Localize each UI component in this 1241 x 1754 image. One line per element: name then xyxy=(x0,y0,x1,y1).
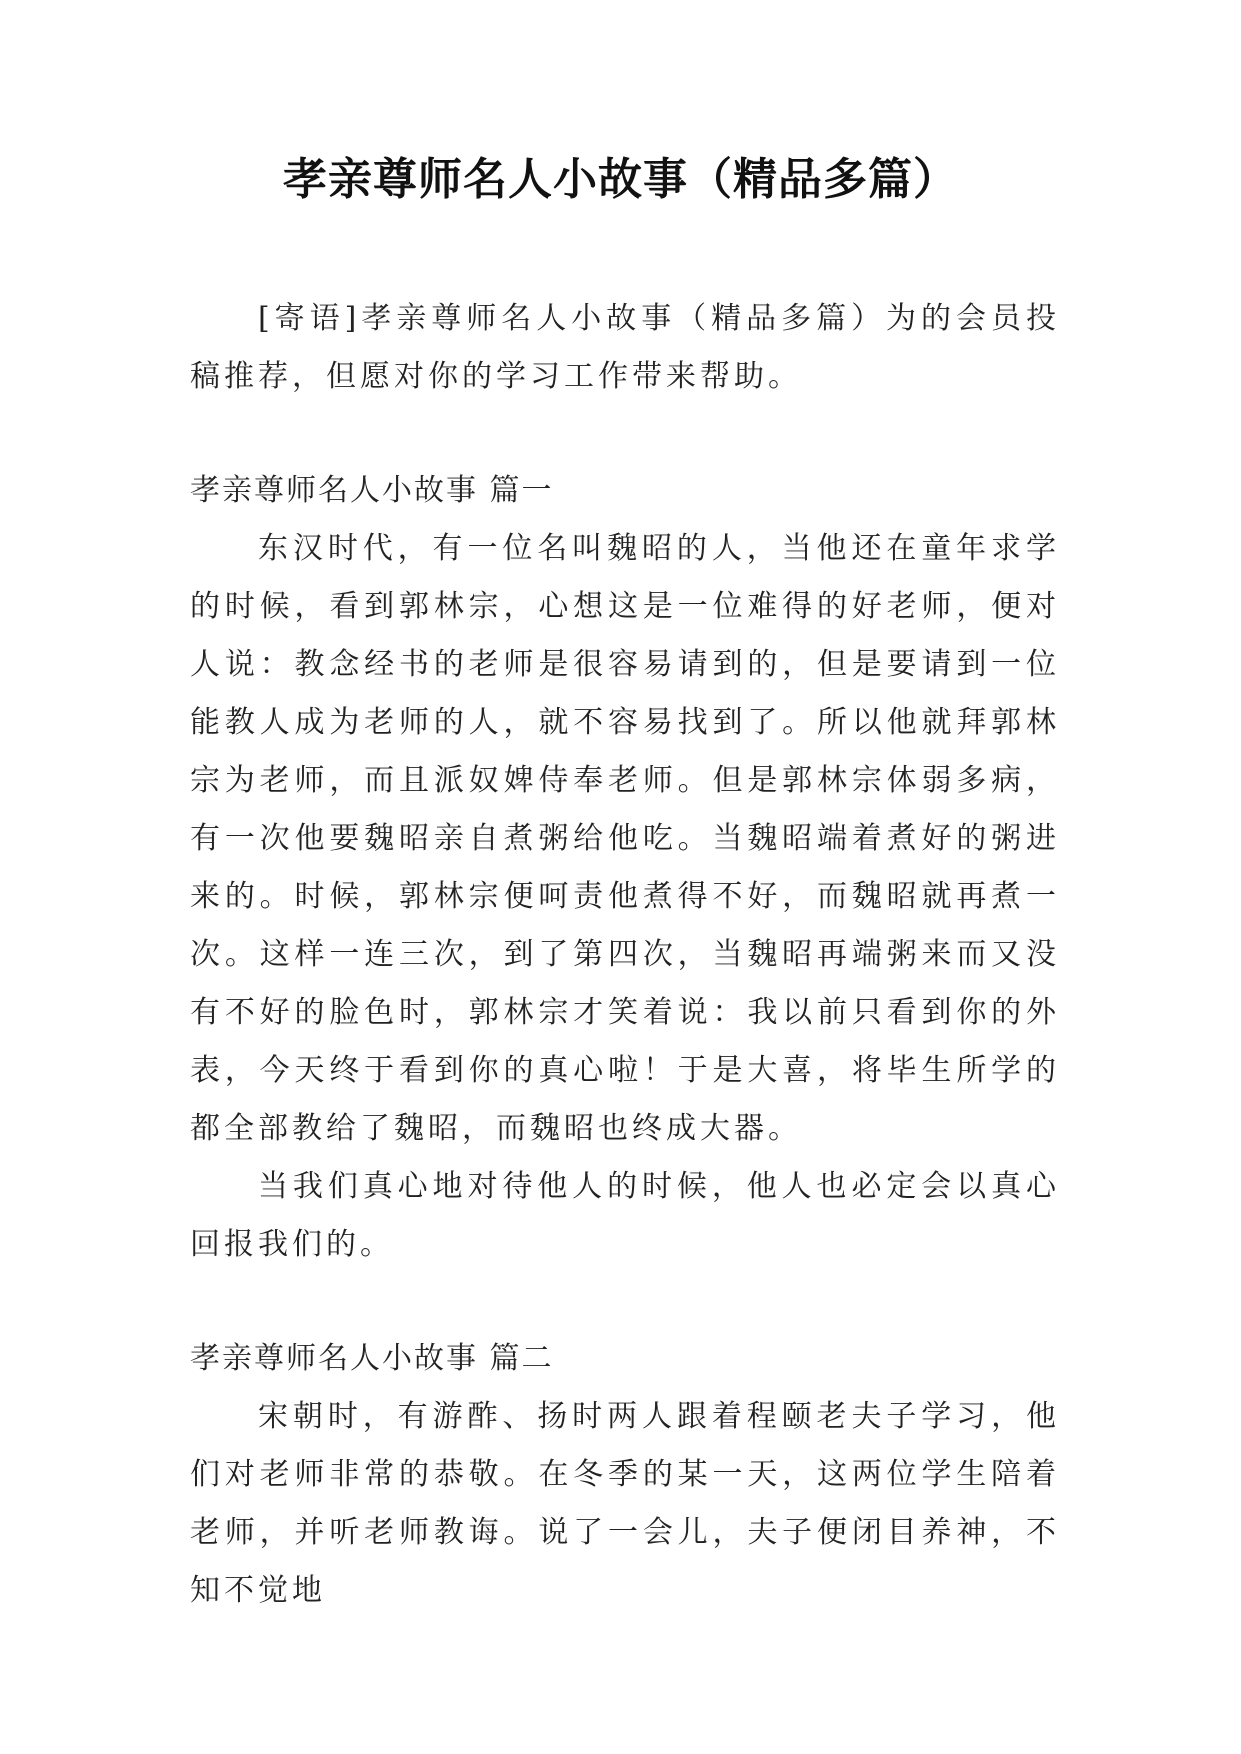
section-paragraph: 当我们真心地对待他人的时候，他人也必定会以真心回报我们的。 xyxy=(190,1169,1060,1262)
section-paragraph: 东汉时代，有一位名叫魏昭的人，当他还在童年求学的时候，看到郭林宗，心想这是一位难得的好老师，便对人说：教念经书的老师是很容易请到的，但是要请到一位能教人成为老师的人，就不容易找到了。所以他就拜郭林宗为老师，而且派奴婢侍奉老师。但是郭林宗体弱多病，有一次他要魏昭亲自煮粥给他吃。当魏昭端着煮好的粥进来的。时候，郭林宗便呵责他煮得不好，而魏昭就再煮一次。这样一连三次，到了第四次，当魏昭再端粥来而又没有不好的脸色时，郭林宗才笑着说：我以前只看到你的外表，今天终于看到你的真心啦！于是大喜，将毕生所学的都全部教给了魏昭，而魏昭也终成大器。 xyxy=(190,531,1060,1146)
intro-paragraph: [寄语]孝亲尊师名人小故事（精品多篇）为的会员投稿推荐，但愿对你的学习工作带来帮助。 xyxy=(190,301,1060,394)
section-heading: 孝亲尊师名人小故事 篇一 xyxy=(190,473,554,508)
intro-block xyxy=(190,290,1060,406)
section-1 xyxy=(190,462,1060,1274)
document-title: 孝亲尊师名人小故事（精品多篇） xyxy=(283,154,958,205)
section-2 xyxy=(190,1330,1060,1620)
section-heading: 孝亲尊师名人小故事 篇二 xyxy=(190,1341,554,1376)
section-paragraph: 宋朝时，有游酢、扬时两人跟着程颐老夫子学习，他们对老师非常的恭敬。在冬季的某一天，这两位学生陪着老师，并听老师教诲。说了一会儿，夫子便闭目养神，不知不觉地 xyxy=(190,1399,1060,1608)
